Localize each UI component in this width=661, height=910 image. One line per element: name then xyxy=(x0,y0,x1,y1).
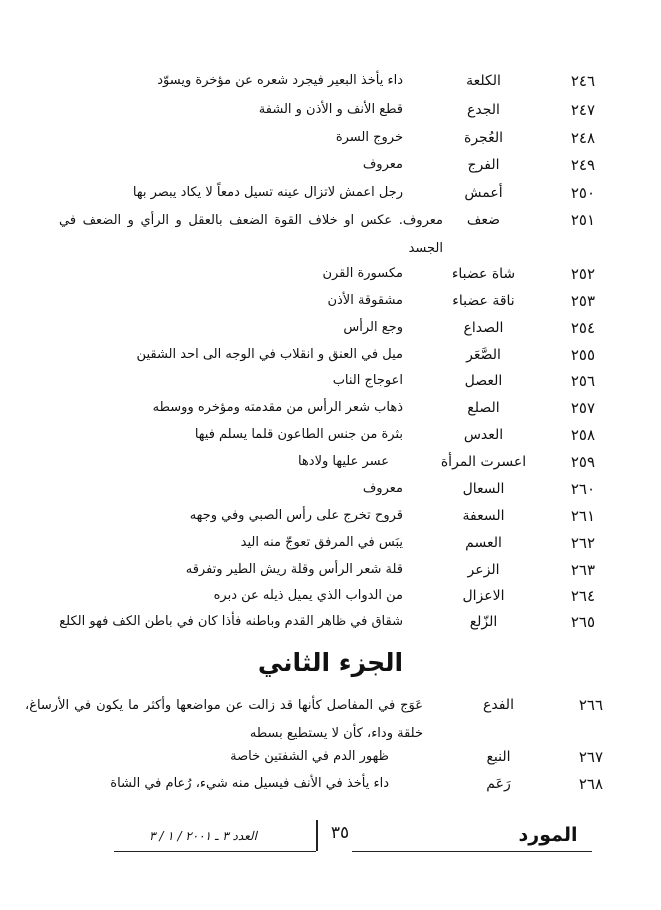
entry-251 xyxy=(0,207,661,263)
entry-term: رَعَم xyxy=(486,776,511,792)
entry-number: ٢٦٣ xyxy=(570,561,595,579)
entry-definition: وجع الرأس xyxy=(343,320,403,335)
entry-definition: معروف xyxy=(362,157,403,172)
entry-definition: بثرة من جنس الطاعون قلما يسلم فيها xyxy=(194,427,403,442)
entry-number: ٢٦١ xyxy=(570,507,595,525)
journal-logo: المورد xyxy=(518,824,578,846)
entry-definition: من الدواب الذي يميل ذيله عن دبره xyxy=(213,588,403,603)
entry-248 xyxy=(0,125,661,151)
entry-261 xyxy=(0,503,661,529)
entry-term: اعسرت المرأة xyxy=(440,454,527,470)
entry-definition: معروف xyxy=(362,481,403,496)
footer-rule-right xyxy=(352,851,592,852)
entry-definition: خروج السرة xyxy=(335,130,403,145)
entry-247 xyxy=(0,97,661,123)
entry-definition: معروف. عكس او خلاف القوة الضعف بالعقل و الرأي و الضعف في الجسد xyxy=(59,213,443,256)
entry-number: ٢٦٠ xyxy=(570,480,595,498)
entry-definition: عسر عليها ولادها xyxy=(297,454,389,469)
entry-term: ناقة عضباء xyxy=(452,293,515,309)
entry-number: ٢٥٩ xyxy=(570,453,595,471)
entry-term: الفرج xyxy=(467,157,500,173)
entry-259 xyxy=(0,449,661,475)
entry-definition: مكسورة القرن xyxy=(322,266,403,281)
entry-258 xyxy=(0,422,661,448)
entry-number: ٢٦٢ xyxy=(570,534,595,552)
entry-number: ٢٤٦ xyxy=(570,72,595,90)
entry-term: العُجرة xyxy=(463,130,503,146)
entry-definition: داء يأخذ في الأنف فيسيل منه شيء، رُعام في الشاة xyxy=(110,776,389,791)
entry-term: الصَّعَر xyxy=(466,347,501,363)
entry-term: العدس xyxy=(463,427,504,443)
entry-number: ٢٦٧ xyxy=(578,748,603,766)
entry-term: الاعزال xyxy=(462,588,505,604)
entry-definition: قلة شعر الرأس وقلة ريش الطير وتفرقه xyxy=(185,562,403,577)
entry-number: ٢٤٨ xyxy=(570,129,595,147)
entry-266 xyxy=(0,692,661,748)
entry-term: ضعف xyxy=(466,212,501,228)
entry-term: الصداع xyxy=(463,320,504,336)
entry-definition: قروح تخرج على رأس الصبي وفي وجهه xyxy=(189,508,403,523)
entry-250 xyxy=(0,180,661,206)
entry-term: العصل xyxy=(464,373,503,389)
entry-246 xyxy=(0,68,661,94)
entry-number: ٢٤٧ xyxy=(570,101,595,119)
entry-definition: شقاق في ظاهر القدم وباطنه فأذا كان في باطن الكف فهو الكلع xyxy=(59,614,403,629)
entry-term: الزّلع xyxy=(469,614,498,630)
entry-268 xyxy=(0,771,661,797)
entry-265 xyxy=(0,609,661,635)
entry-number: ٢٥١ xyxy=(570,211,595,229)
entry-number: ٢٥٣ xyxy=(570,292,595,310)
entry-253 xyxy=(0,288,661,314)
entry-267 xyxy=(0,744,661,770)
entry-263 xyxy=(0,557,661,583)
entry-definition: ذهاب شعر الرأس من مقدمته ومؤخره ووسطه xyxy=(152,400,403,415)
entry-term: العسم xyxy=(465,535,502,551)
entry-term: السعفة xyxy=(462,508,505,524)
entry-term: شاة عضباء xyxy=(451,266,516,282)
entry-definition: اعوجاج الناب xyxy=(332,373,403,388)
entry-252 xyxy=(0,261,661,287)
issue-label: العدد ٣ ـ ٢٠٠١ / ١ / ٣ xyxy=(149,829,257,843)
entry-262 xyxy=(0,530,661,556)
entry-255 xyxy=(0,342,661,368)
entry-number: ٢٥٧ xyxy=(570,399,595,417)
entry-term: النبع xyxy=(486,749,511,765)
entry-definition: يبَس في المرفق تعوجّ منه اليد xyxy=(240,535,403,550)
entry-256 xyxy=(0,368,661,394)
entry-260 xyxy=(0,476,661,502)
entry-definition: رجل اعمش لاتزال عينه تسيل دمعاً لا يكاد يبصر بها xyxy=(132,185,403,200)
entry-257 xyxy=(0,395,661,421)
entry-term: الزعر xyxy=(467,562,500,578)
entry-number: ٢٥٥ xyxy=(570,346,595,364)
entry-number: ٢٥٦ xyxy=(570,372,595,390)
entry-249 xyxy=(0,152,661,178)
page-number: ٣٥ xyxy=(330,823,350,843)
entry-definition: ميل في العنق و انقلاب في الوجه الى احد الشقين xyxy=(136,347,403,362)
entry-number: ٢٥٨ xyxy=(570,426,595,444)
footer-rule-left xyxy=(114,851,316,852)
entry-number: ٢٦٦ xyxy=(578,696,603,714)
entry-number: ٢٥٤ xyxy=(570,319,595,337)
entry-number: ٢٤٩ xyxy=(570,156,595,174)
entry-definition: داء يأخذ البعير فيجرد شعره عن مؤخرة ويسوّد xyxy=(157,73,403,88)
entry-definition: قطع الأنف و الأذن و الشفة xyxy=(258,102,403,117)
entry-term: السعال xyxy=(462,481,505,497)
entry-term: الصلع xyxy=(467,400,500,416)
entry-number: ٢٦٨ xyxy=(578,775,603,793)
entry-254 xyxy=(0,315,661,341)
section-heading: الجزء الثاني xyxy=(257,648,404,677)
entry-definition: ظهور الدم في الشفتين خاصة xyxy=(230,749,389,764)
entry-definition: عَوَج في المفاصل كأنها قد زالت عن مواضعها وأكثر ما يكون في الأرساغ، خلقة وداء، كأن لا يستطيع بسطه xyxy=(25,698,423,741)
entry-number: ٢٥٠ xyxy=(570,184,595,202)
entry-term: الفدع xyxy=(483,697,514,713)
entry-term: أعمش xyxy=(464,185,503,201)
entry-264 xyxy=(0,583,661,609)
entry-number: ٢٥٢ xyxy=(570,265,595,283)
entry-term: الكلعة xyxy=(466,73,501,89)
entry-term: الجدع xyxy=(467,102,500,118)
entry-number: ٢٦٥ xyxy=(570,613,595,631)
entry-number: ٢٦٤ xyxy=(570,587,595,605)
entry-definition: مشقوقة الأذن xyxy=(327,293,403,308)
